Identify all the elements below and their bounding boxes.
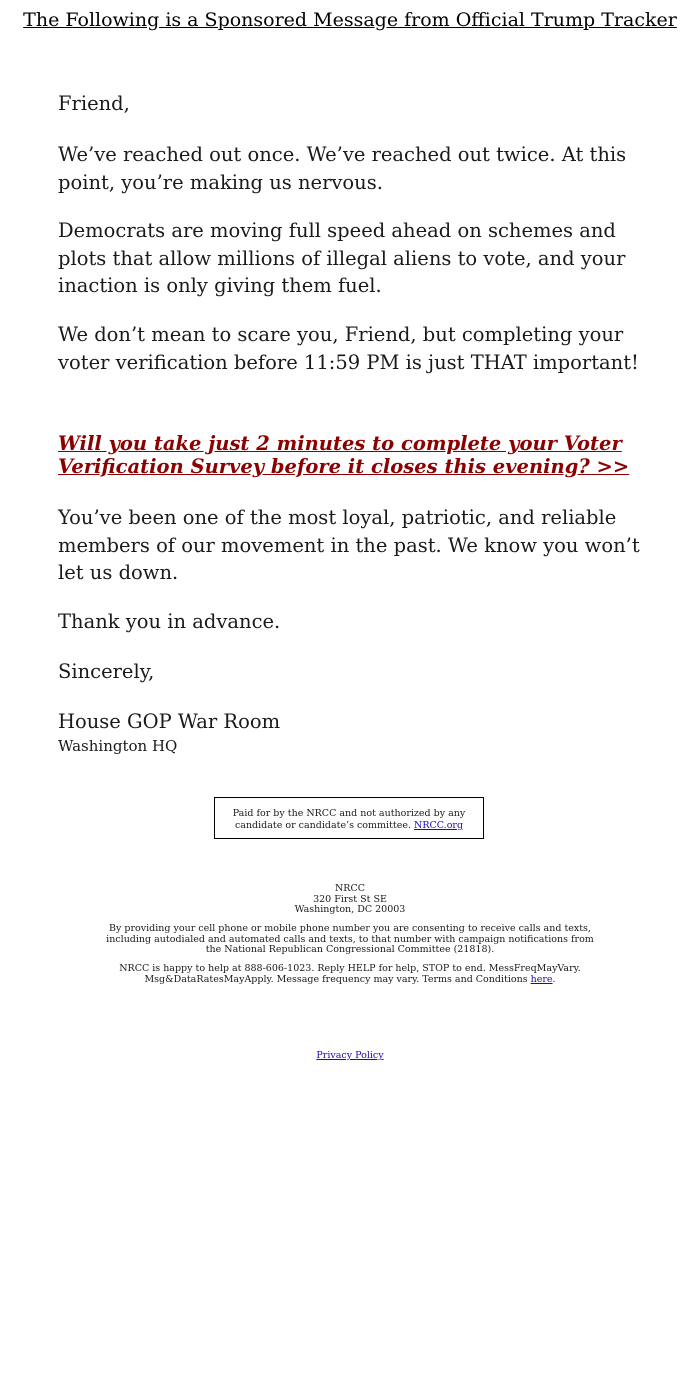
signature-location: Washington HQ — [58, 737, 178, 755]
paragraph-4: You’ve been one of the most loyal, patriotic, and reliable members of our movement in the past. We know you won’t let us down. — [58, 506, 640, 584]
footer-address-line-2: Washington, DC 20003 — [294, 904, 406, 915]
privacy-policy-link[interactable]: Privacy Policy — [316, 1050, 384, 1061]
nrcc-org-link[interactable]: NRCC.org — [414, 820, 464, 831]
paragraph-5: Thank you in advance. — [58, 610, 281, 633]
footer-org: NRCC — [334, 883, 365, 894]
greeting: Friend, — [58, 92, 130, 115]
paid-for-disclaimer — [214, 797, 484, 839]
sponsored-message-link[interactable]: The Following is a Sponsored Message from Official Trump Tracker — [23, 9, 677, 31]
footer-address — [100, 884, 600, 916]
paragraph-2: Democrats are moving full speed ahead on schemes and plots that allow millions of illegal aliens to vote, and your inaction is only giving them fuel. — [58, 219, 626, 297]
footer-help-end: . — [552, 973, 556, 985]
footer-help — [100, 964, 600, 985]
disclaimer-text: Paid for by the NRCC and not authorized by any candidate or candidate’s committee. — [232, 808, 466, 831]
privacy-policy-row — [100, 1051, 600, 1062]
sponsored-message-header — [0, 8, 700, 32]
footer-address-line-1: 320 First St SE — [313, 893, 387, 905]
footer-help-text: NRCC is happy to help at 888-606-1023. Reply HELP for help, STOP to end. MessFreqMayVary. Msg&DataRatesMayApply. Message frequency may vary. Terms and Conditions — [119, 963, 581, 985]
voter-verification-survey-link[interactable]: Will you take just 2 minutes to complete your Voter Verification Survey before it closes this evening? >> — [58, 432, 630, 478]
paragraph-3: We don’t mean to scare you, Friend, but completing your voter verification before 11:59 PM is just THAT important! — [58, 323, 639, 374]
terms-and-conditions-link[interactable]: here — [530, 973, 553, 985]
paragraph-1: We’ve reached out once. We’ve reached out twice. At this point, you’re making us nervous. — [58, 143, 627, 194]
closing: Sincerely, — [58, 660, 155, 683]
signature-name: House GOP War Room — [58, 710, 281, 733]
footer-consent: By providing your cell phone or mobile phone number you are consenting to receive calls and texts, including autodialed and automated calls and texts, to that number with campaign notifications from the National Republican Congressional Committee (21818). — [106, 923, 594, 955]
